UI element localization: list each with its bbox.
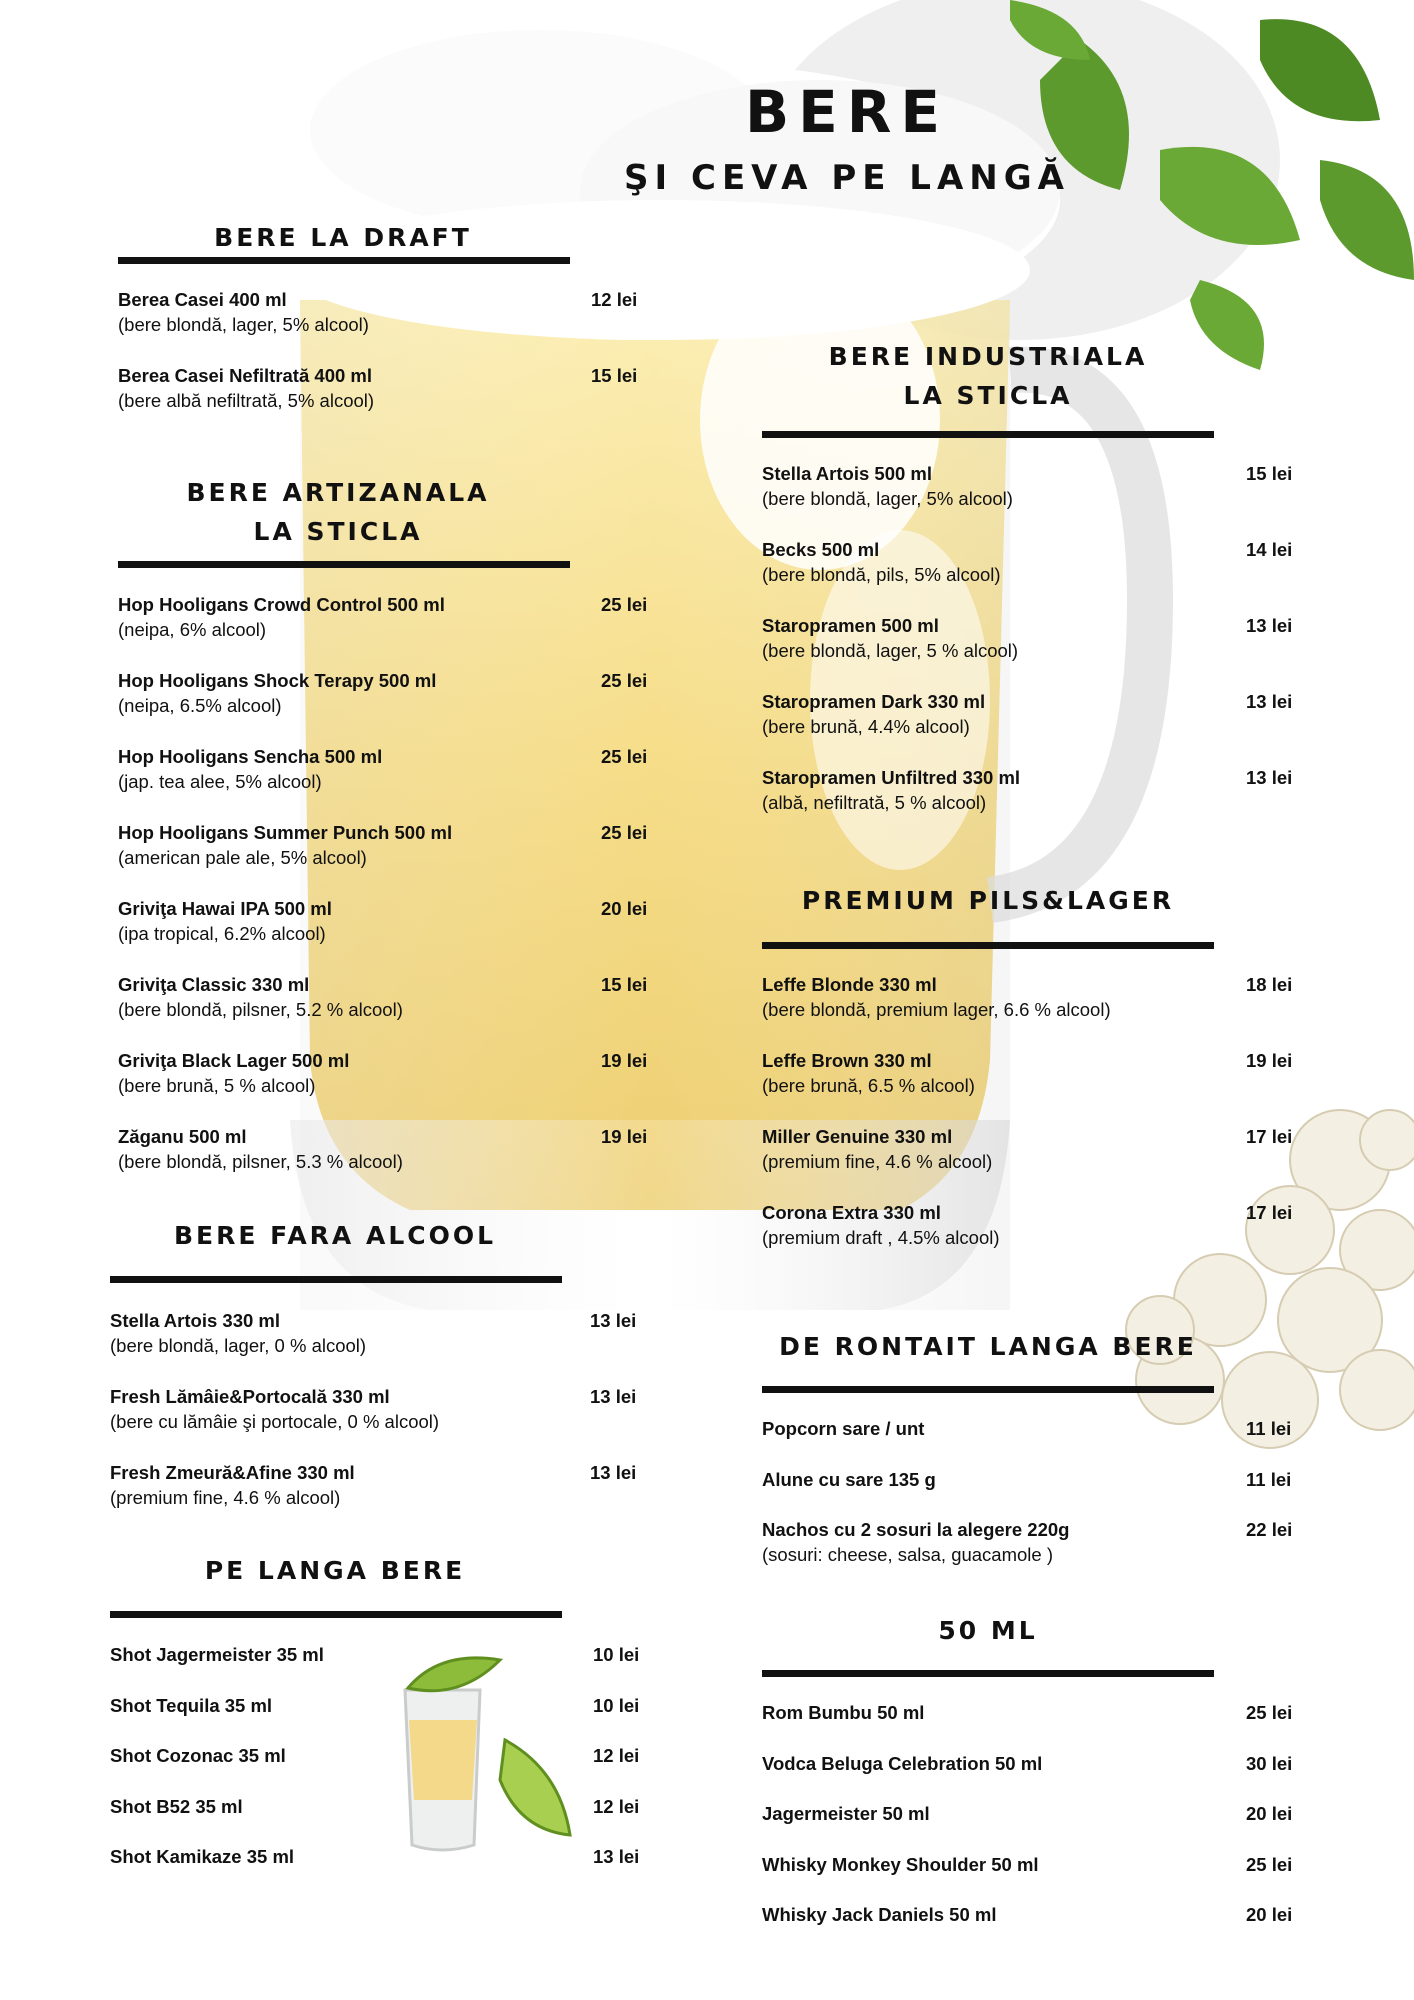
- item-desc: (premium fine, 4.6 % alcool): [762, 1151, 993, 1172]
- item-price: 25 lei: [601, 670, 648, 691]
- item-desc: (bere blondă, lager, 5% alcool): [762, 488, 1013, 509]
- item-name: Staropramen Unfiltred 330 ml: [762, 767, 1021, 788]
- section-title-premium: PREMIUM PILS&LAGER: [801, 886, 1175, 915]
- menu-item: [118, 896, 648, 946]
- item-desc: (bere brună, 5 % alcool): [118, 1075, 316, 1096]
- item-price: 19 lei: [601, 1126, 648, 1147]
- item-price: 25 lei: [601, 746, 648, 767]
- item-price: 10 lei: [593, 1644, 640, 1665]
- section-title-rontait: DE RONTAIT LANGA BERE: [779, 1332, 1197, 1361]
- menu-item: [118, 363, 638, 413]
- section-title-50ml: 50 ML: [938, 1616, 1038, 1645]
- item-name: Shot B52 35 ml: [110, 1795, 243, 1817]
- item-price: 10 lei: [593, 1694, 640, 1716]
- menu-subtitle: ŞI CEVA PE LANGĂ: [624, 158, 1070, 198]
- item-price: 13 lei: [590, 1386, 637, 1407]
- item-desc: (premium draft , 4.5% alcool): [762, 1227, 1000, 1248]
- item-desc: (premium fine, 4.6 % alcool): [110, 1487, 341, 1508]
- item-name: Whisky Monkey Shoulder 50 ml: [762, 1853, 1039, 1875]
- item-name: Jagermeister 50 ml: [762, 1803, 930, 1824]
- item-desc: (bere cu lămâie şi portocale, 0 % alcool): [110, 1411, 440, 1432]
- item-name: Hop Hooligans Summer Punch 500 ml: [118, 822, 453, 843]
- section-divider: [110, 1611, 562, 1618]
- menu-item: [762, 1124, 1293, 1174]
- section-divider: [118, 257, 570, 264]
- item-desc: (bere brună, 4.4% alcool): [762, 716, 970, 737]
- section-title-fara-alcool: BERE FARA ALCOOL: [173, 1221, 497, 1250]
- item-desc: (bere blondă, pilsner, 5.2 % alcool): [118, 999, 403, 1020]
- item-desc: (bere blondă, pilsner, 5.3 % alcool): [118, 1151, 403, 1172]
- item-price: 12 lei: [591, 289, 638, 310]
- menu-item: [762, 972, 1293, 1022]
- menu-item: [110, 1844, 640, 1869]
- item-name: Corona Extra 330 ml: [762, 1202, 941, 1223]
- item-desc: (jap. tea alee, 5% alcool): [118, 771, 322, 792]
- menu-item: [110, 1693, 640, 1718]
- item-price: 25 lei: [601, 822, 648, 843]
- item-price: 22 lei: [1246, 1519, 1293, 1540]
- item-name: Rom Bumbu 50 ml: [762, 1702, 925, 1723]
- item-price: 13 lei: [590, 1310, 637, 1331]
- item-desc: (neipa, 6% alcool): [118, 619, 267, 640]
- item-name: Nachos cu 2 sosuri la alegere 220g: [762, 1519, 1070, 1540]
- item-name: Griviţa Hawai IPA 500 ml: [118, 898, 332, 919]
- menu-item: [118, 592, 648, 642]
- item-price: 13 lei: [590, 1462, 637, 1483]
- item-name: Stella Artois 500 ml: [762, 463, 932, 484]
- popcorn-pile: [1126, 1110, 1414, 1448]
- section-divider: [762, 431, 1214, 438]
- menu-item: [762, 1048, 1293, 1098]
- item-price: 13 lei: [1246, 615, 1293, 636]
- item-desc: (bere blondă, lager, 5 % alcool): [762, 640, 1019, 661]
- item-price: 11 lei: [1246, 1468, 1292, 1490]
- item-price: 15 lei: [1246, 463, 1293, 484]
- item-name: Shot Cozonac 35 ml: [110, 1745, 286, 1766]
- item-price: 13 lei: [1246, 691, 1293, 712]
- section-title-pe-langa: PE LANGA BERE: [204, 1556, 466, 1585]
- item-name: Zăganu 500 ml: [118, 1126, 247, 1147]
- item-desc: (albă, nefiltrată, 5 % alcool): [762, 792, 987, 813]
- menu-item: [110, 1384, 637, 1434]
- item-desc: (ipa tropical, 6.2% alcool): [118, 923, 326, 944]
- menu-item: [762, 1517, 1293, 1567]
- section-title-line: LA STICLA: [253, 517, 423, 546]
- menu-item: [118, 820, 648, 870]
- menu-item: [110, 1743, 640, 1768]
- menu-item: [118, 668, 648, 718]
- item-name: Leffe Blonde 330 ml: [762, 974, 937, 995]
- menu-item: [762, 537, 1293, 587]
- menu-item: [762, 1902, 1293, 1927]
- item-price: 14 lei: [1246, 539, 1293, 560]
- item-price: 11 lei: [1246, 1418, 1292, 1439]
- item-desc: (bere brună, 6.5 % alcool): [762, 1075, 975, 1096]
- item-name: Griviţa Classic 330 ml: [118, 974, 310, 995]
- item-price: 12 lei: [593, 1745, 640, 1766]
- item-name: Popcorn sare / unt: [762, 1418, 925, 1439]
- item-name: Staropramen Dark 330 ml: [762, 691, 986, 712]
- section-title-line: BERE INDUSTRIALA: [828, 342, 1148, 371]
- menu-item: [110, 1308, 637, 1358]
- menu-item: [762, 689, 1293, 739]
- item-name: Shot Jagermeister 35 ml: [110, 1644, 324, 1665]
- section-divider: [118, 561, 570, 568]
- item-name: Berea Casei Nefiltrată 400 ml: [118, 365, 372, 386]
- item-price: 13 lei: [1246, 767, 1293, 788]
- item-name: Hop Hooligans Sencha 500 ml: [118, 746, 383, 767]
- menu-item: [762, 1200, 1293, 1250]
- menu-item: [762, 1751, 1293, 1776]
- item-name: Stella Artois 330 ml: [110, 1310, 280, 1331]
- item-name: Shot Kamikaze 35 ml: [110, 1846, 295, 1867]
- menu-item: [762, 1416, 1292, 1441]
- menu-title: BERE: [744, 78, 950, 146]
- item-price: 18 lei: [1246, 974, 1293, 995]
- item-name: Fresh Zmeură&Afine 330 ml: [110, 1462, 355, 1483]
- item-name: Alune cu sare 135 g: [762, 1468, 936, 1490]
- item-price: 17 lei: [1246, 1202, 1293, 1223]
- item-price: 25 lei: [1246, 1853, 1293, 1875]
- section-title-line: BERE ARTIZANALA: [186, 478, 490, 507]
- item-name: Berea Casei 400 ml: [118, 289, 287, 310]
- item-price: 19 lei: [1246, 1050, 1293, 1071]
- item-price: 30 lei: [1246, 1752, 1293, 1774]
- menu-item: [110, 1460, 637, 1510]
- item-price: 20 lei: [1246, 1803, 1293, 1824]
- section-title-artizanala: [118, 473, 558, 551]
- item-name: Vodca Beluga Celebration 50 ml: [762, 1752, 1043, 1774]
- item-name: Becks 500 ml: [762, 539, 880, 560]
- menu-item: [762, 765, 1293, 815]
- section-divider: [762, 1670, 1214, 1677]
- item-price: 12 lei: [593, 1795, 640, 1817]
- menu-item: [762, 1852, 1293, 1877]
- menu-item: [762, 1700, 1293, 1725]
- menu-item: [762, 1801, 1293, 1826]
- item-price: 20 lei: [601, 898, 648, 919]
- item-name: Leffe Brown 330 ml: [762, 1050, 932, 1071]
- item-desc: (bere albă nefiltrată, 5% alcool): [118, 390, 375, 411]
- item-price: 13 lei: [593, 1846, 640, 1867]
- item-name: Whisky Jack Daniels 50 ml: [762, 1904, 997, 1925]
- item-desc: (bere blondă, premium lager, 6.6 % alcool): [762, 999, 1111, 1020]
- item-desc: (bere blondă, pils, 5% alcool): [762, 564, 1001, 585]
- item-price: 17 lei: [1246, 1126, 1293, 1147]
- item-name: Griviţa Black Lager 500 ml: [118, 1050, 350, 1071]
- item-desc: (bere blondă, lager, 5% alcool): [118, 314, 369, 335]
- item-name: Miller Genuine 330 ml: [762, 1126, 953, 1147]
- menu-item: [110, 1794, 640, 1819]
- section-title-industriala: [762, 337, 1214, 415]
- section-title-draft: BERE LA DRAFT: [214, 223, 472, 252]
- section-title-line: LA STICLA: [903, 381, 1073, 410]
- menu-item: [118, 1124, 648, 1174]
- item-name: Staropramen 500 ml: [762, 615, 939, 636]
- item-desc: (bere blondă, lager, 0 % alcool): [110, 1335, 367, 1356]
- section-divider: [762, 942, 1214, 949]
- item-name: Hop Hooligans Shock Terapy 500 ml: [118, 670, 437, 691]
- item-price: 19 lei: [601, 1050, 648, 1071]
- item-price: 20 lei: [1246, 1904, 1293, 1925]
- section-divider: [762, 1386, 1214, 1393]
- item-name: Hop Hooligans Crowd Control 500 ml: [118, 594, 445, 615]
- item-price: 15 lei: [601, 974, 648, 995]
- item-desc: (sosuri: cheese, salsa, guacamole ): [762, 1544, 1053, 1565]
- menu-item: [762, 461, 1293, 511]
- menu-item: [118, 972, 648, 1022]
- menu-item: [118, 287, 638, 337]
- tequila-shot-illustration: [405, 1658, 570, 1850]
- item-price: 25 lei: [601, 594, 648, 615]
- section-divider: [110, 1276, 562, 1283]
- menu-item: [118, 1048, 648, 1098]
- item-price: 25 lei: [1246, 1702, 1293, 1723]
- menu-item: [762, 1467, 1292, 1492]
- item-name: Shot Tequila 35 ml: [110, 1694, 273, 1716]
- item-name: Fresh Lămâie&Portocală 330 ml: [110, 1386, 390, 1407]
- item-price: 15 lei: [591, 365, 638, 386]
- menu-item: [762, 613, 1293, 663]
- item-desc: (neipa, 6.5% alcool): [118, 695, 282, 716]
- menu-item: [110, 1642, 640, 1667]
- menu-item: [118, 744, 648, 794]
- item-desc: (american pale ale, 5% alcool): [118, 847, 367, 868]
